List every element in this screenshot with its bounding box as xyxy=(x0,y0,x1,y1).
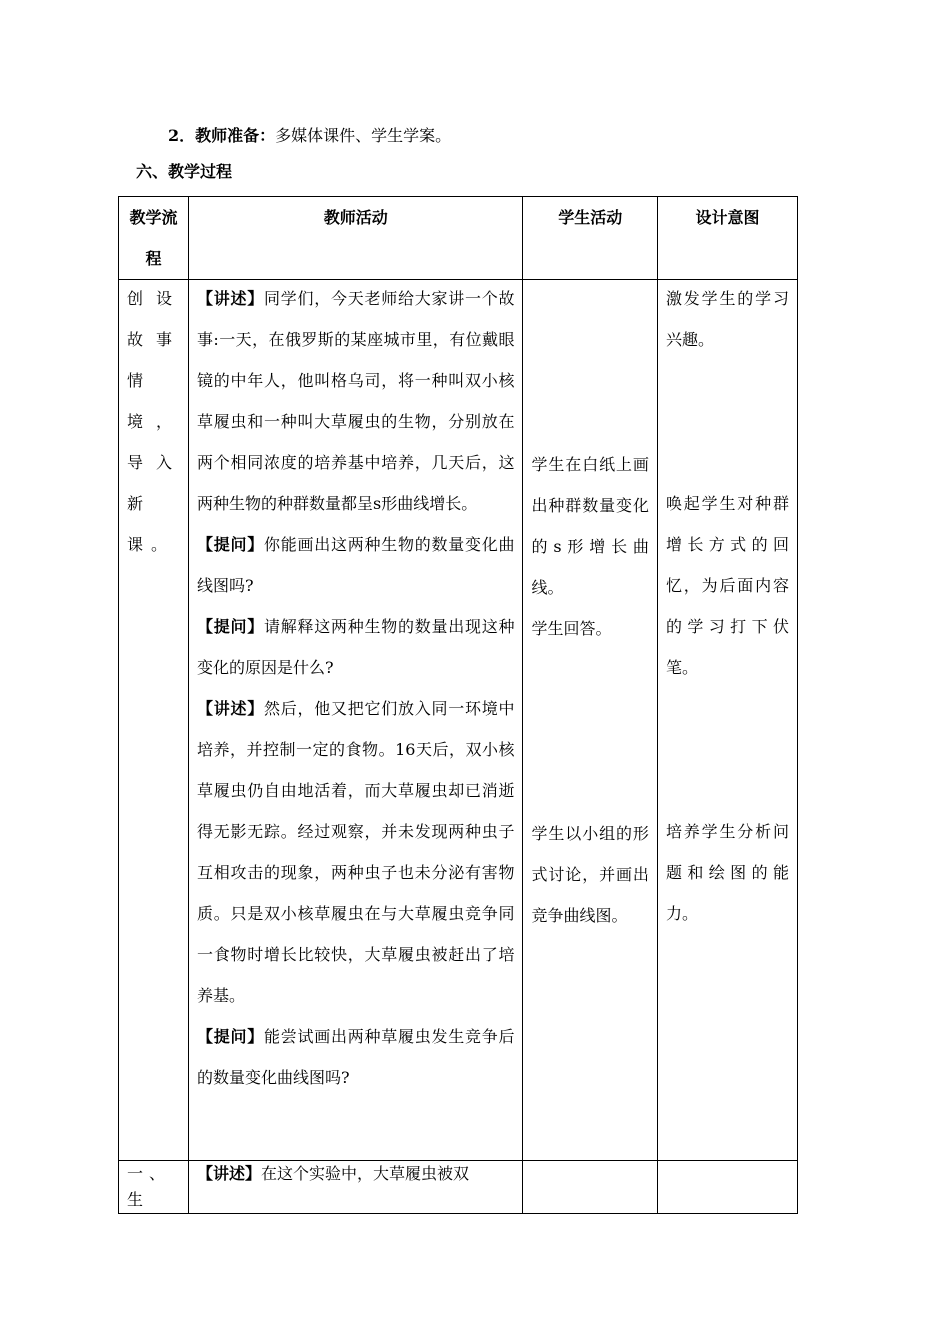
teaching-process-table xyxy=(118,196,798,1214)
header-flow: 教学流程 xyxy=(119,197,189,280)
teacher-paragraph xyxy=(197,1016,514,1098)
table-row xyxy=(119,1161,798,1214)
section-title: 六、教学过程 xyxy=(136,162,233,181)
teacher-tag: 【提问】 xyxy=(197,617,264,636)
flow-cell xyxy=(119,1161,189,1214)
teacher-paragraph xyxy=(197,688,514,1016)
design-intent-text: 培养学生分析问题和绘图的能力。 xyxy=(665,822,789,923)
teacher-preparation-label: 2．教师准备： xyxy=(168,126,276,145)
student-activity-cell xyxy=(523,280,657,1161)
flow-cell xyxy=(119,280,189,1161)
design-intent-cell xyxy=(657,1161,797,1214)
teacher-text: 你能画出这两种生物的数量变化曲线图吗? xyxy=(197,535,515,595)
teacher-tag: 【讲述】 xyxy=(197,699,264,718)
teacher-tag: 【提问】 xyxy=(197,1027,264,1046)
teacher-text: 然后，他又把它们放入同一环境中培养，并控制一定的食物。16天后，双小核草履虫仍自由地活着，而大草履虫却已消逝得无影无踪。经过观察，并未发现两种虫子互相攻击的现象，两种虫子也未分泌有害物质。只是双小核草履虫在与大草履虫竞争同一食物时增长比较快，大草履虫被赶出了培养基。 xyxy=(197,699,515,1005)
student-activity-text: 学生以小组的形式讨论，并画出竞争曲线图。 xyxy=(531,824,649,925)
teacher-tag: 【讲述】 xyxy=(197,289,264,308)
student-activity-cell xyxy=(523,1161,657,1214)
teacher-activity-cell xyxy=(189,1161,523,1214)
header-teacher-activity: 教师活动 xyxy=(189,197,523,280)
teacher-text: 同学们，今天老师给大家讲一个故事:一天，在俄罗斯的某座城市里，有位戴眼镜的中年人，他叫格乌司，将一种叫双小核草履虫和一种叫大草履虫的生物，分别放在两个相同浓度的培养基中培养，几天后，这两种生物的种群数量都呈s形曲线增长。 xyxy=(197,289,515,513)
design-intent-text: 激发学生的学习兴趣。 xyxy=(665,289,789,349)
teacher-preparation xyxy=(168,124,451,148)
design-intent-text: 唤起学生对种群增长方式的回忆，为后面内容的学习打下伏笔。 xyxy=(665,494,789,677)
flow-text: 一、生 xyxy=(127,1164,172,1209)
student-activity-text: 学生回答。 xyxy=(531,619,612,638)
header-student-activity: 学生活动 xyxy=(523,197,657,280)
teacher-text: 在这个实验中，大草履虫被双 xyxy=(261,1164,470,1183)
teacher-tag: 【讲述】 xyxy=(197,1164,262,1183)
teacher-paragraph xyxy=(197,606,514,688)
design-intent-cell xyxy=(657,280,797,1161)
teacher-preparation-text: 多媒体课件、学生学案。 xyxy=(275,126,452,145)
teacher-paragraph xyxy=(197,278,514,524)
teacher-paragraph xyxy=(197,524,514,606)
table-row xyxy=(119,280,798,1161)
header-design-intent: 设计意图 xyxy=(657,197,797,280)
teacher-activity-cell xyxy=(189,280,523,1161)
teacher-text: 能尝试画出两种草履虫发生竞争后的数量变化曲线图吗? xyxy=(197,1027,515,1087)
teacher-text: 请解释这两种生物的数量出现这种变化的原因是什么? xyxy=(197,617,515,677)
teacher-tag: 【提问】 xyxy=(197,535,264,554)
student-activity-text: 学生在白纸上画出种群数量变化的s形增长曲线。 xyxy=(531,455,649,597)
table-header-row xyxy=(119,197,798,280)
flow-text: 创设故事情境，导入新课。 xyxy=(127,289,180,554)
